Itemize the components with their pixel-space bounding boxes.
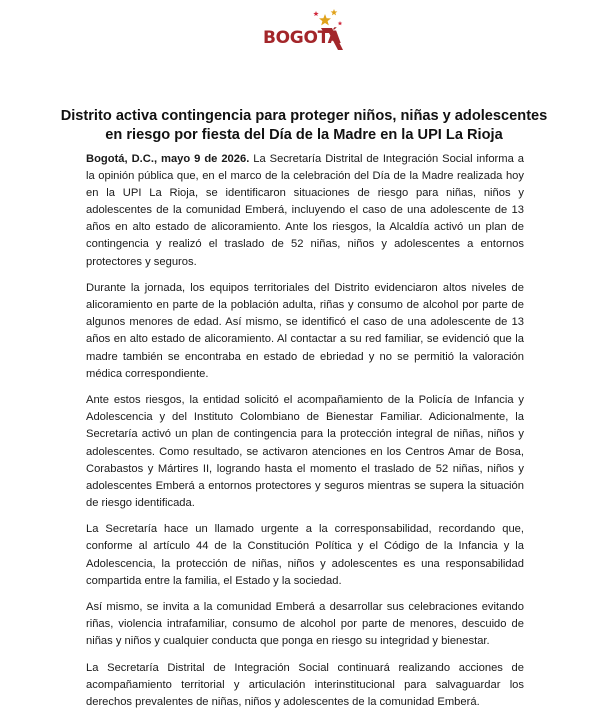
paragraph-6: La Secretaría Distrital de Integración Social continuará realizando acciones de acompañamiento territorial y articulación interinstitucional para salvaguardar los derechos prevalentes de niñas, niños y adolescentes de la comunidad Emberá. xyxy=(86,662,524,709)
paragraph-1 xyxy=(86,151,524,271)
page-title: Distrito activa contingencia para proteger niños, niñas y adolescentes en riesgo por fiesta del Día de la Madre en la UPI La Rioja xyxy=(60,108,548,143)
paragraph-3: Ante estos riesgos, la entidad solicitó el acompañamiento de la Policía de Infancia y Adolescencia y del Instituto Colombiano de Bienestar Familiar. Adicionalmente, la Secretaría activó un plan de contingencia para la protección integral de niñas, niños y adolescentes. Como resultado, se activaron atenciones en los Centros Amar de Bosa, Corabastos y Mártires II, logrando hasta el momento el traslado de 52 niñas, niños y adolescentes Emberá a entornos protectores y seguros mientras se supera la situación de riesgo identificada. xyxy=(86,394,524,509)
dateline: Bogotá, D.C., mayo 9 de 2026. xyxy=(86,153,250,165)
logo-wordmark: BOGOTÁ xyxy=(263,28,341,48)
paragraph-4: La Secretaría hace un llamado urgente a la corresponsabilidad, recordando que, conforme al artículo 44 de la Constitución Política y el Código de la Infancia y la Adolescencia, la protección de niñas, niños y adolescentes es una responsabilidad compartida entre la familia, el Estado y la sociedad. xyxy=(86,523,524,587)
paragraph-1-text: La Secretaría Distrital de Integración Social informa a la opinión pública que, en el marco de la celebración del Día de la Madre realizada hoy en la UPI La Rioja, se identificaron situaciones de riesgo para niñas, niños y adolescentes de la comunidad Emberá, incluyendo el caso de una adolescente de 13 años en alto estado de alicoramiento. Ante los riesgos, la Alcaldía activó un plan de contingencia y realizó el traslado de 52 niñas, niños y adolescentes a entornos protectores y seguros. xyxy=(86,153,524,268)
bogota-logo xyxy=(263,8,347,52)
paragraph-5: Así mismo, se invita a la comunidad Emberá a desarrollar sus celebraciones evitando riñas, violencia intrafamiliar, consumo de alcohol por parte de menores, descuido de niñas y niños y cualquier conducta que ponga en riesgo su integridad y bienestar. xyxy=(86,601,524,648)
paragraph-2: Durante la jornada, los equipos territoriales del Distrito evidenciaron altos niveles de alicoramiento en parte de la población adulta, riñas y consumo de alcohol por parte de algunos menores de edad. Así mismo, se identificó el caso de una adolescente de 13 años en alto estado de alicoramiento. Al contactar a su red familiar, se evidenció que la madre también se encontraba en estado de ebriedad y no se permitió la valoración médica correspondiente. xyxy=(86,282,524,380)
article-body xyxy=(86,151,524,721)
